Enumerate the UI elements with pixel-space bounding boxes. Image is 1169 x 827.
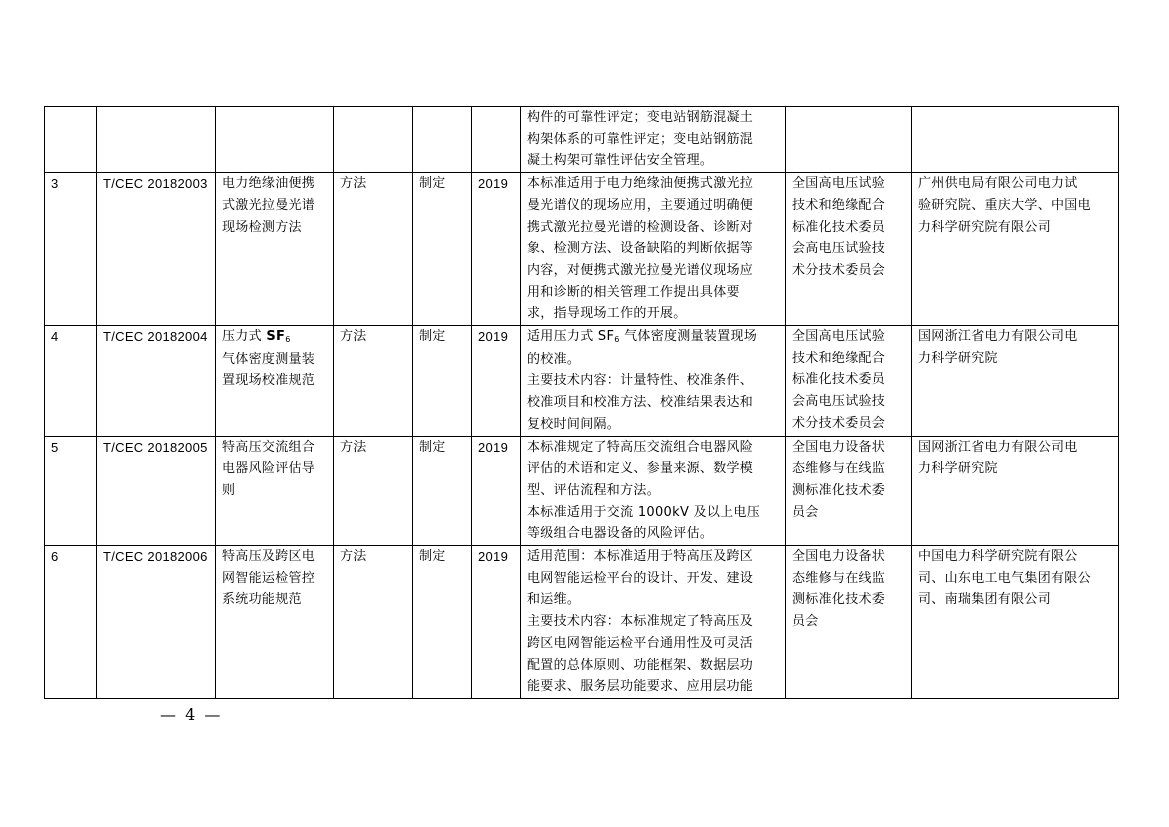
cell-no: 4: [45, 326, 97, 437]
sf-subscript: 6: [614, 335, 620, 345]
cell-name: 电力绝缘油便携 式激光拉曼光谱 现场检测方法: [216, 173, 334, 326]
cell-committee: 全国电力设备状 态维修与在线监 测标准化技术委 员会: [786, 546, 912, 699]
cell-code: [97, 107, 216, 173]
cell-units: 国网浙江省电力有限公司电 力科学研究院: [912, 326, 1119, 437]
table-row: [45, 436, 1119, 546]
cell-units: [912, 107, 1119, 173]
table-row: [45, 326, 1119, 437]
sf-formula: SF: [266, 329, 286, 345]
cell-units: 国网浙江省电力有限公司电 力科学研究院: [912, 436, 1119, 546]
cell-code: T/CEC 20182006: [97, 546, 216, 699]
cell-code: T/CEC 20182004: [97, 326, 216, 437]
cell-year: 2019: [472, 546, 521, 699]
cell-scope: 本标准适用于电力绝缘油便携式激光拉 曼光谱仪的现场应用，主要通过明确便 携式激光拉曼光谱的检测设备、诊断对 象、检测方法、设备缺陷的判断依据等 内容，对便携式激光拉曼光谱仪现场应 用和诊断的相关管理工作提出具体要 求，指导现场工作的开展。: [521, 173, 786, 326]
cell-scope: [521, 326, 786, 437]
cell-committee: 全国高电压试验 技术和绝缘配合 标准化技术委员 会高电压试验技 术分技术委员会: [786, 173, 912, 326]
cell-scope: 适用范围：本标准适用于特高压及跨区 电网智能运检平台的设计、开发、建设 和运维。 主要技术内容：本标准规定了特高压及 跨区电网智能运检平台通用性及可灵活 配置的总体原则、功能框架、数据层功 能要求、服务层功能要求、应用层功能: [521, 546, 786, 699]
cell-type: 方法: [334, 173, 413, 326]
cell-mode: [413, 107, 472, 173]
cell-no: 3: [45, 173, 97, 326]
cell-year: [472, 107, 521, 173]
cell-no: 6: [45, 546, 97, 699]
cell-name: 特高压交流组合 电器风险评估导 则: [216, 436, 334, 546]
cell-mode: 制定: [413, 436, 472, 546]
cell-code: T/CEC 20182003: [97, 173, 216, 326]
cell-type: [334, 107, 413, 173]
page-number: — 4 —: [160, 705, 223, 724]
cell-units: 中国电力科学研究院有限公 司、山东电工电气集团有限公 司、南瑞集团有限公司: [912, 546, 1119, 699]
cell-mode: 制定: [413, 546, 472, 699]
cell-mode: 制定: [413, 173, 472, 326]
table-row: [45, 173, 1119, 326]
cell-year: 2019: [472, 326, 521, 437]
table-row: [45, 546, 1119, 699]
cell-name: [216, 326, 334, 437]
scope-prefix: 适用压力式 SF: [527, 329, 615, 345]
cell-committee: 全国电力设备状 态维修与在线监 测标准化技术委 员会: [786, 436, 912, 546]
cell-name: 特高压及跨区电 网智能运检管控 系统功能规范: [216, 546, 334, 699]
cell-mode: 制定: [413, 326, 472, 437]
cell-committee: 全国高电压试验 技术和绝缘配合 标准化技术委员 会高电压试验技 术分技术委员会: [786, 326, 912, 437]
table-row: [45, 107, 1119, 173]
cell-scope: 本标准规定了特高压交流组合电器风险 评估的术语和定义、参量来源、数学模 型、评估流程和方法。 本标准适用于交流 1000kV 及以上电压 等级组合电器设备的风险评估。: [521, 436, 786, 546]
cell-committee: [786, 107, 912, 173]
cell-code: T/CEC 20182005: [97, 436, 216, 546]
cell-type: 方法: [334, 326, 413, 437]
standards-table: [44, 106, 1119, 699]
cell-scope: 构件的可靠性评定；变电站钢筋混凝土 构架体系的可靠性评定；变电站钢筋混 凝土构架可靠性评估安全管理。: [521, 107, 786, 173]
cell-units: 广州供电局有限公司电力试 验研究院、重庆大学、中国电 力科学研究院有限公司: [912, 173, 1119, 326]
name-rest: 气体密度测量装 置现场校准规范: [222, 351, 316, 389]
sf-subscript: 6: [285, 335, 291, 345]
scope-rest: 气体密度测量装置现场 的校准。 主要技术内容：计量特性、校准条件、 校准项目和校准方法、校准结果表达和 复校时间间隔。: [527, 329, 758, 432]
cell-type: 方法: [334, 546, 413, 699]
name-prefix: 压力式: [222, 329, 267, 345]
cell-year: 2019: [472, 436, 521, 546]
cell-type: 方法: [334, 436, 413, 546]
cell-no: 5: [45, 436, 97, 546]
cell-year: 2019: [472, 173, 521, 326]
cell-no: [45, 107, 97, 173]
cell-name: [216, 107, 334, 173]
